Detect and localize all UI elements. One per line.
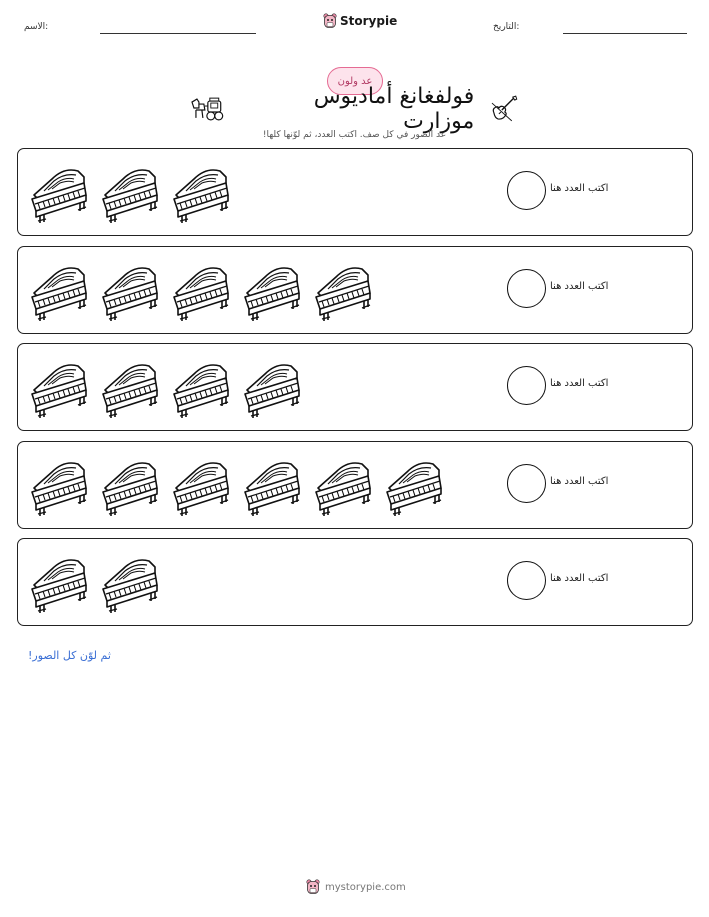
counting-row xyxy=(17,148,693,236)
horse-carriage-icon xyxy=(190,94,224,124)
counting-row xyxy=(17,343,693,431)
page-title: فولفغانغ أماديوس موزارت xyxy=(313,84,475,134)
name-line[interactable] xyxy=(100,33,256,34)
answer-circle[interactable] xyxy=(507,561,546,600)
grand-piano-icon xyxy=(30,259,88,323)
storypie-bear-icon xyxy=(306,879,320,895)
brand-logo xyxy=(323,13,397,29)
grand-piano-icon xyxy=(30,454,88,518)
grand-piano-icon xyxy=(30,356,88,420)
answer-circle[interactable] xyxy=(507,366,546,405)
counting-row xyxy=(17,441,693,529)
grand-piano-icon xyxy=(314,454,372,518)
brand-name: Storypie xyxy=(340,14,398,28)
answer-circle[interactable] xyxy=(507,464,546,503)
piano-group xyxy=(30,255,372,327)
grand-piano-icon xyxy=(30,551,88,615)
answer-label: اكتب العدد هنا xyxy=(550,476,609,487)
grand-piano-icon xyxy=(385,454,443,518)
grand-piano-icon xyxy=(243,454,301,518)
answer-label: اكتب العدد هنا xyxy=(550,573,609,584)
answer-circle[interactable] xyxy=(507,171,546,210)
grand-piano-icon xyxy=(172,356,230,420)
grand-piano-icon xyxy=(243,356,301,420)
name-label: الاسم: xyxy=(24,22,49,32)
footer-note: ثم لوّن كل الصور! xyxy=(28,649,111,662)
counting-row xyxy=(17,246,693,334)
grand-piano-icon xyxy=(172,454,230,518)
piano-group xyxy=(30,547,159,619)
grand-piano-icon xyxy=(172,259,230,323)
violin-icon xyxy=(488,93,520,125)
instructions: عد الصور في كل صف. اكتب العدد، ثم لوّنها كلها! xyxy=(262,130,447,140)
date-line[interactable] xyxy=(563,33,687,34)
site-footer xyxy=(306,879,406,895)
site-url: mystorypie.com xyxy=(325,881,406,893)
piano-group xyxy=(30,157,230,229)
grand-piano-icon xyxy=(172,161,230,225)
count-and-color-badge: عد ولون xyxy=(327,67,383,95)
counting-row xyxy=(17,538,693,626)
grand-piano-icon xyxy=(30,161,88,225)
grand-piano-icon xyxy=(101,259,159,323)
grand-piano-icon xyxy=(243,259,301,323)
grand-piano-icon xyxy=(101,161,159,225)
grand-piano-icon xyxy=(101,356,159,420)
date-label: التاريخ: xyxy=(493,22,520,32)
grand-piano-icon xyxy=(314,259,372,323)
title-row xyxy=(190,84,520,134)
answer-label: اكتب العدد هنا xyxy=(550,281,609,292)
grand-piano-icon xyxy=(101,454,159,518)
piano-group xyxy=(30,450,443,522)
piano-group xyxy=(30,352,301,424)
answer-circle[interactable] xyxy=(507,269,546,308)
answer-label: اكتب العدد هنا xyxy=(550,378,609,389)
grand-piano-icon xyxy=(101,551,159,615)
answer-label: اكتب العدد هنا xyxy=(550,183,609,194)
storypie-bear-icon xyxy=(323,13,337,29)
